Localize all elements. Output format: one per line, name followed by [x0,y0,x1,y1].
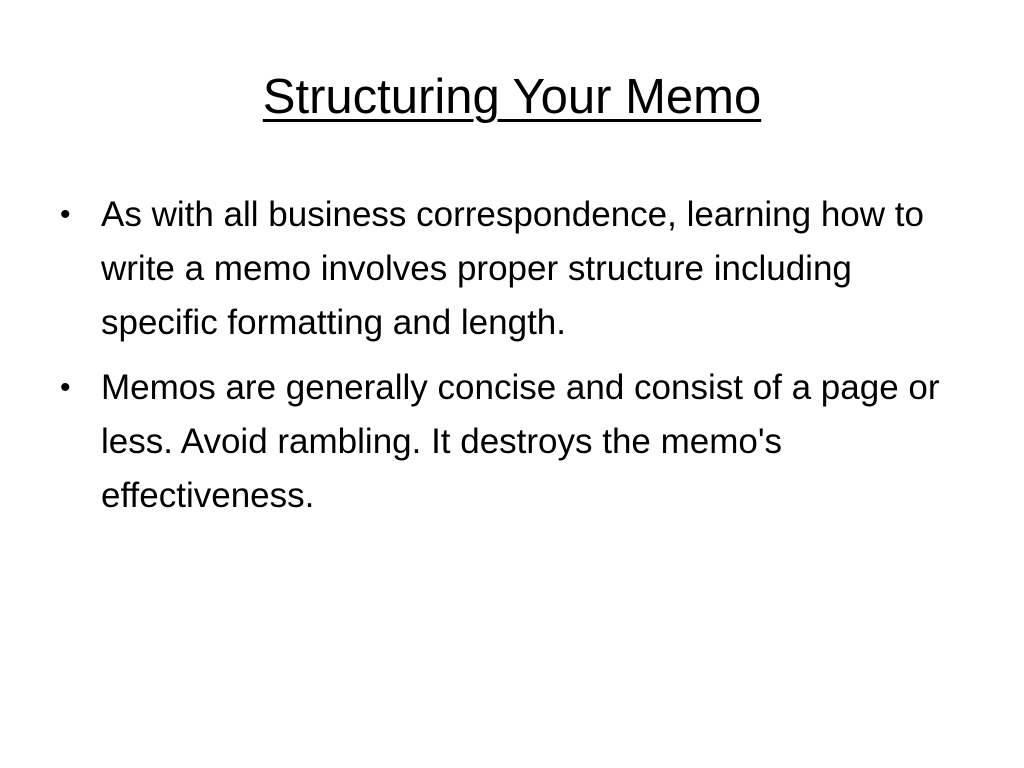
bullet-marker-icon: • [60,371,71,404]
slide-title: Structuring Your Memo [262,70,762,124]
bullet-marker-icon: • [60,198,71,231]
bullet-text: As with all business correspondence, learning how to write a memo involves proper structure including specific formatting and length. [101,195,924,342]
bullet-text: Memos are generally concise and consist of a page or less. Avoid rambling. It destroys the memo's effectiveness. [101,368,940,515]
bullet-list [58,188,958,534]
bullet-item [58,361,958,523]
bullet-item [58,188,958,350]
